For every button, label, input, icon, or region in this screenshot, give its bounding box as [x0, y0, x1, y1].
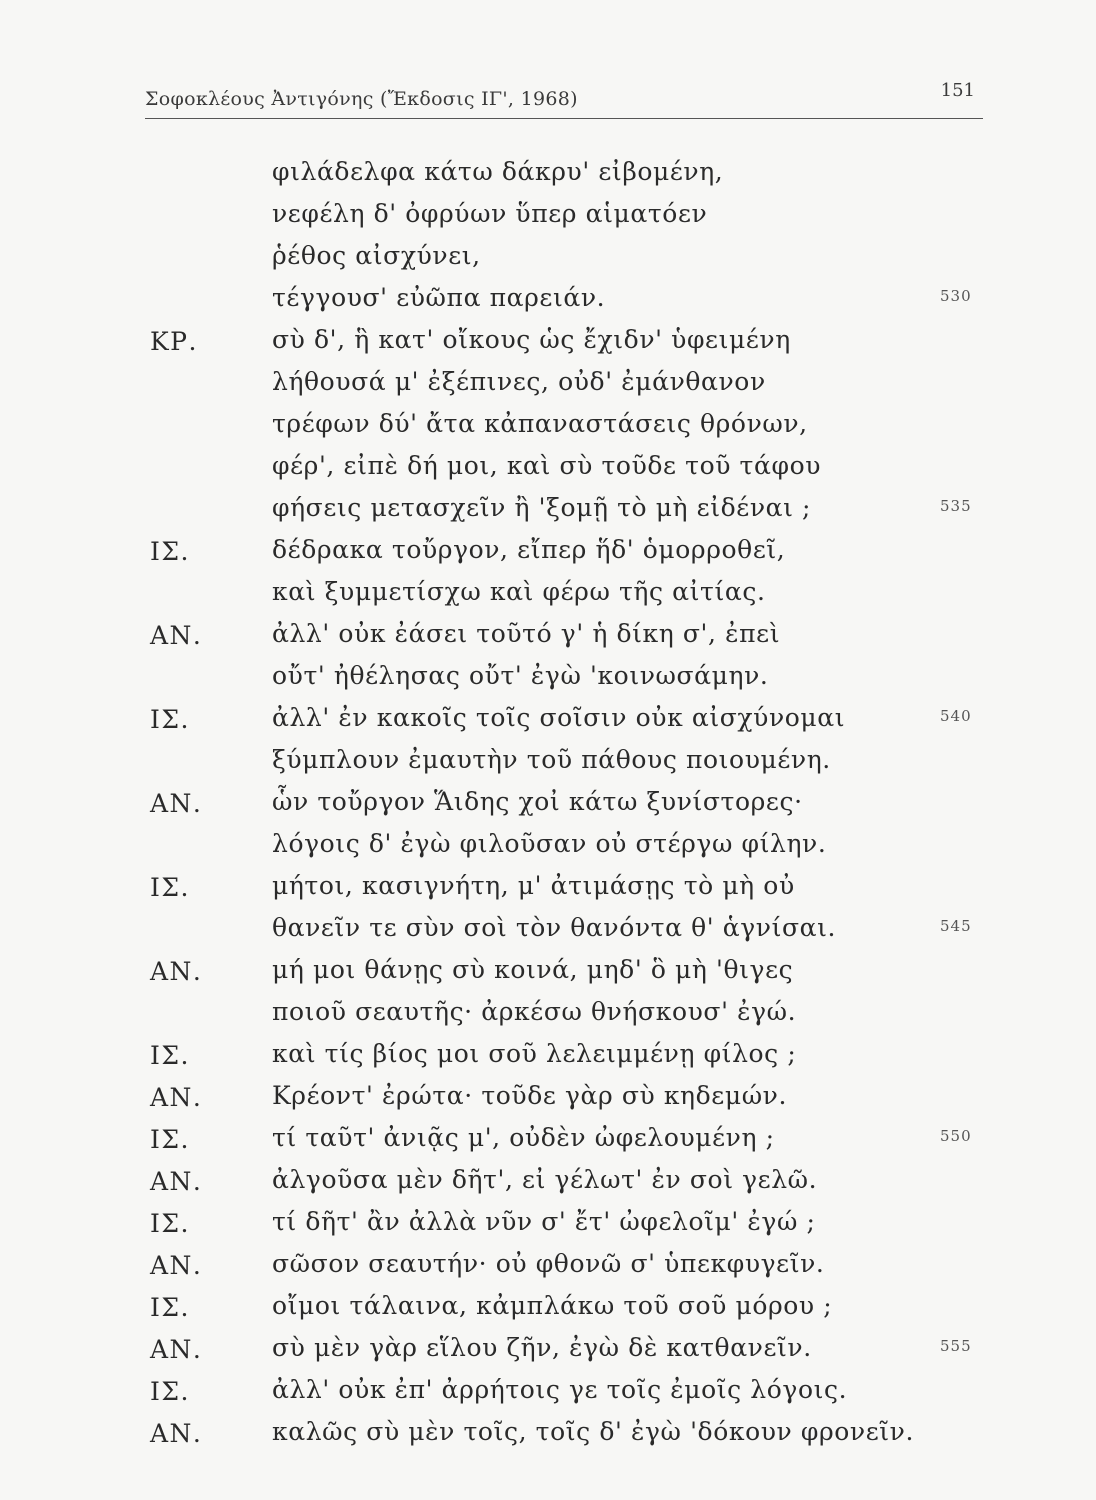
speaker-label: ΑΝ. — [150, 621, 203, 650]
verse-line — [0, 911, 1096, 953]
line-number: 530 — [940, 287, 972, 305]
verse-text-line: σὺ δ', ἣ κατ' οἴκους ὡς ἔχιδν' ὑφειμένη — [272, 325, 791, 354]
verse-line — [0, 1079, 1096, 1121]
verse-text-line: φέρ', εἰπὲ δή μοι, καὶ σὺ τοῦδε τοῦ τάφου — [272, 451, 822, 480]
speaker-label: ΙΣ. — [150, 1125, 190, 1154]
speaker-label: ΑΝ. — [150, 1083, 203, 1112]
verse-text-line: ἀλλ' οὐκ ἐάσει τοῦτό γ' ἡ δίκη σ', ἐπεὶ — [272, 619, 781, 648]
verse-line — [0, 1331, 1096, 1373]
verse-text-line: νεφέλη δ' ὀφρύων ὕπερ αἱματόεν — [272, 199, 708, 228]
verse-text-line: λόγοις δ' ἐγὼ φιλοῦσαν οὐ στέργω φίλην. — [272, 829, 827, 858]
verse-line — [0, 617, 1096, 659]
verse-text-line: λήθουσά μ' ἐξέπινες, οὐδ' ἐμάνθανον — [272, 367, 766, 396]
verse-text-line: σὺ μὲν γὰρ εἵλου ζῆν, ἐγὼ δὲ κατθανεῖν. — [272, 1333, 812, 1362]
verse-line — [0, 239, 1096, 281]
verse-text-line: καὶ ξυμμετίσχω καὶ φέρω τῆς αἰτίας. — [272, 577, 766, 606]
verse-line — [0, 827, 1096, 869]
verse-text-line: καλῶς σὺ μὲν τοῖς, τοῖς δ' ἐγὼ 'δόκουν φρονεῖν. — [272, 1417, 915, 1446]
running-header — [145, 78, 983, 118]
verse-text-line: θανεῖν τε σὺν σοὶ τὸν θανόντα θ' ἁγνίσαι. — [272, 913, 837, 942]
verse-text-line: ξύμπλουν ἐμαυτὴν τοῦ πάθους ποιουμένη. — [272, 745, 831, 774]
line-number: 555 — [940, 1337, 972, 1355]
verse-line — [0, 449, 1096, 491]
verse-text — [0, 155, 1096, 1457]
speaker-label: ΑΝ. — [150, 957, 203, 986]
verse-text-line: ῥέθος αἰσχύνει, — [272, 241, 481, 270]
verse-text-line: Κρέοντ' ἐρώτα· τοῦδε γὰρ σὺ κηδεμών. — [272, 1081, 788, 1110]
speaker-label: ΙΣ. — [150, 1041, 190, 1070]
speaker-label: ΑΝ. — [150, 1167, 203, 1196]
speaker-label: ΙΣ. — [150, 873, 190, 902]
verse-text-line: φιλάδελφα κάτω δάκρυ' εἰβομένη, — [272, 157, 724, 186]
verse-line — [0, 533, 1096, 575]
speaker-label: ΑΝ. — [150, 1335, 203, 1364]
running-title: Σοφοκλέους Ἀντιγόνης (Ἔκδοσις ΙΓ', 1968) — [145, 88, 578, 110]
verse-text-line: σῶσον σεαυτήν· οὐ φθονῶ σ' ὑπεκφυγεῖν. — [272, 1249, 825, 1278]
verse-line — [0, 659, 1096, 701]
line-number: 550 — [940, 1127, 972, 1145]
speaker-label: ΙΣ. — [150, 1209, 190, 1238]
speaker-label: ΑΝ. — [150, 1419, 203, 1448]
verse-text-line: μήτοι, κασιγνήτη, μ' ἀτιμάσῃς τὸ μὴ οὐ — [272, 871, 795, 900]
speaker-label: ΚΡ. — [150, 327, 198, 356]
verse-text-line: τί δῆτ' ἂν ἀλλὰ νῦν σ' ἔτ' ὠφελοῖμ' ἐγώ ; — [272, 1207, 816, 1236]
speaker-label: ΙΣ. — [150, 1293, 190, 1322]
verse-text-line: δέδρακα τοὔργον, εἴπερ ἥδ' ὁμορροθεῖ, — [272, 535, 786, 564]
verse-line — [0, 743, 1096, 785]
verse-line — [0, 1289, 1096, 1331]
verse-line — [0, 1037, 1096, 1079]
verse-line — [0, 701, 1096, 743]
verse-line — [0, 155, 1096, 197]
verse-line — [0, 785, 1096, 827]
verse-line — [0, 1205, 1096, 1247]
verse-line — [0, 575, 1096, 617]
page-number: 151 — [940, 80, 975, 101]
verse-line — [0, 365, 1096, 407]
line-number: 545 — [940, 917, 972, 935]
verse-text-line: ἀλλ' ἐν κακοῖς τοῖς σοῖσιν οὐκ αἰσχύνομαι — [272, 703, 846, 732]
verse-line — [0, 1163, 1096, 1205]
verse-line — [0, 995, 1096, 1037]
verse-line — [0, 491, 1096, 533]
verse-text-line: τρέφων δύ' ἄτα κἀπαναστάσεις θρόνων, — [272, 409, 808, 438]
verse-text-line: ὧν τοὔργον Ἅιδης χοἰ κάτω ξυνίστορες· — [272, 787, 803, 816]
header-rule — [145, 118, 983, 119]
verse-line — [0, 1121, 1096, 1163]
verse-text-line: ποιοῦ σεαυτῆς· ἀρκέσω θνήσκουσ' ἐγώ. — [272, 997, 797, 1026]
verse-line — [0, 869, 1096, 911]
verse-line — [0, 1247, 1096, 1289]
verse-text-line: τί ταῦτ' ἀνιᾷς μ', οὐδὲν ὠφελουμένη ; — [272, 1123, 775, 1152]
verse-text-line: καὶ τίς βίος μοι σοῦ λελειμμένῃ φίλος ; — [272, 1039, 797, 1068]
verse-text-line: φήσεις μετασχεῖν ἢ 'ξομῇ τὸ μὴ εἰδέναι ; — [272, 493, 812, 522]
verse-line — [0, 197, 1096, 239]
line-number: 540 — [940, 707, 972, 725]
speaker-label: ΙΣ. — [150, 537, 190, 566]
verse-line — [0, 281, 1096, 323]
verse-text-line: μή μοι θάνῃς σὺ κοινά, μηδ' ὃ μὴ 'θιγες — [272, 955, 794, 984]
verse-text-line: οἴμοι τάλαινα, κἀμπλάκω τοῦ σοῦ μόρου ; — [272, 1291, 833, 1320]
verse-line — [0, 407, 1096, 449]
speaker-label: ΙΣ. — [150, 1377, 190, 1406]
verse-line — [0, 1373, 1096, 1415]
verse-line — [0, 953, 1096, 995]
speaker-label: ΙΣ. — [150, 705, 190, 734]
speaker-label: ΑΝ. — [150, 1251, 203, 1280]
verse-text-line: οὔτ' ἠθέλησας οὔτ' ἐγὼ 'κοινωσάμην. — [272, 661, 769, 690]
verse-text-line: ἀλγοῦσα μὲν δῆτ', εἰ γέλωτ' ἐν σοὶ γελῶ. — [272, 1165, 818, 1194]
verse-line — [0, 323, 1096, 365]
verse-text-line: ἀλλ' οὐκ ἐπ' ἀρρήτοις γε τοῖς ἐμοῖς λόγοις. — [272, 1375, 848, 1404]
verse-line — [0, 1415, 1096, 1457]
verse-text-line: τέγγουσ' εὐῶπα παρειάν. — [272, 283, 606, 312]
speaker-label: ΑΝ. — [150, 789, 203, 818]
line-number: 535 — [940, 497, 972, 515]
